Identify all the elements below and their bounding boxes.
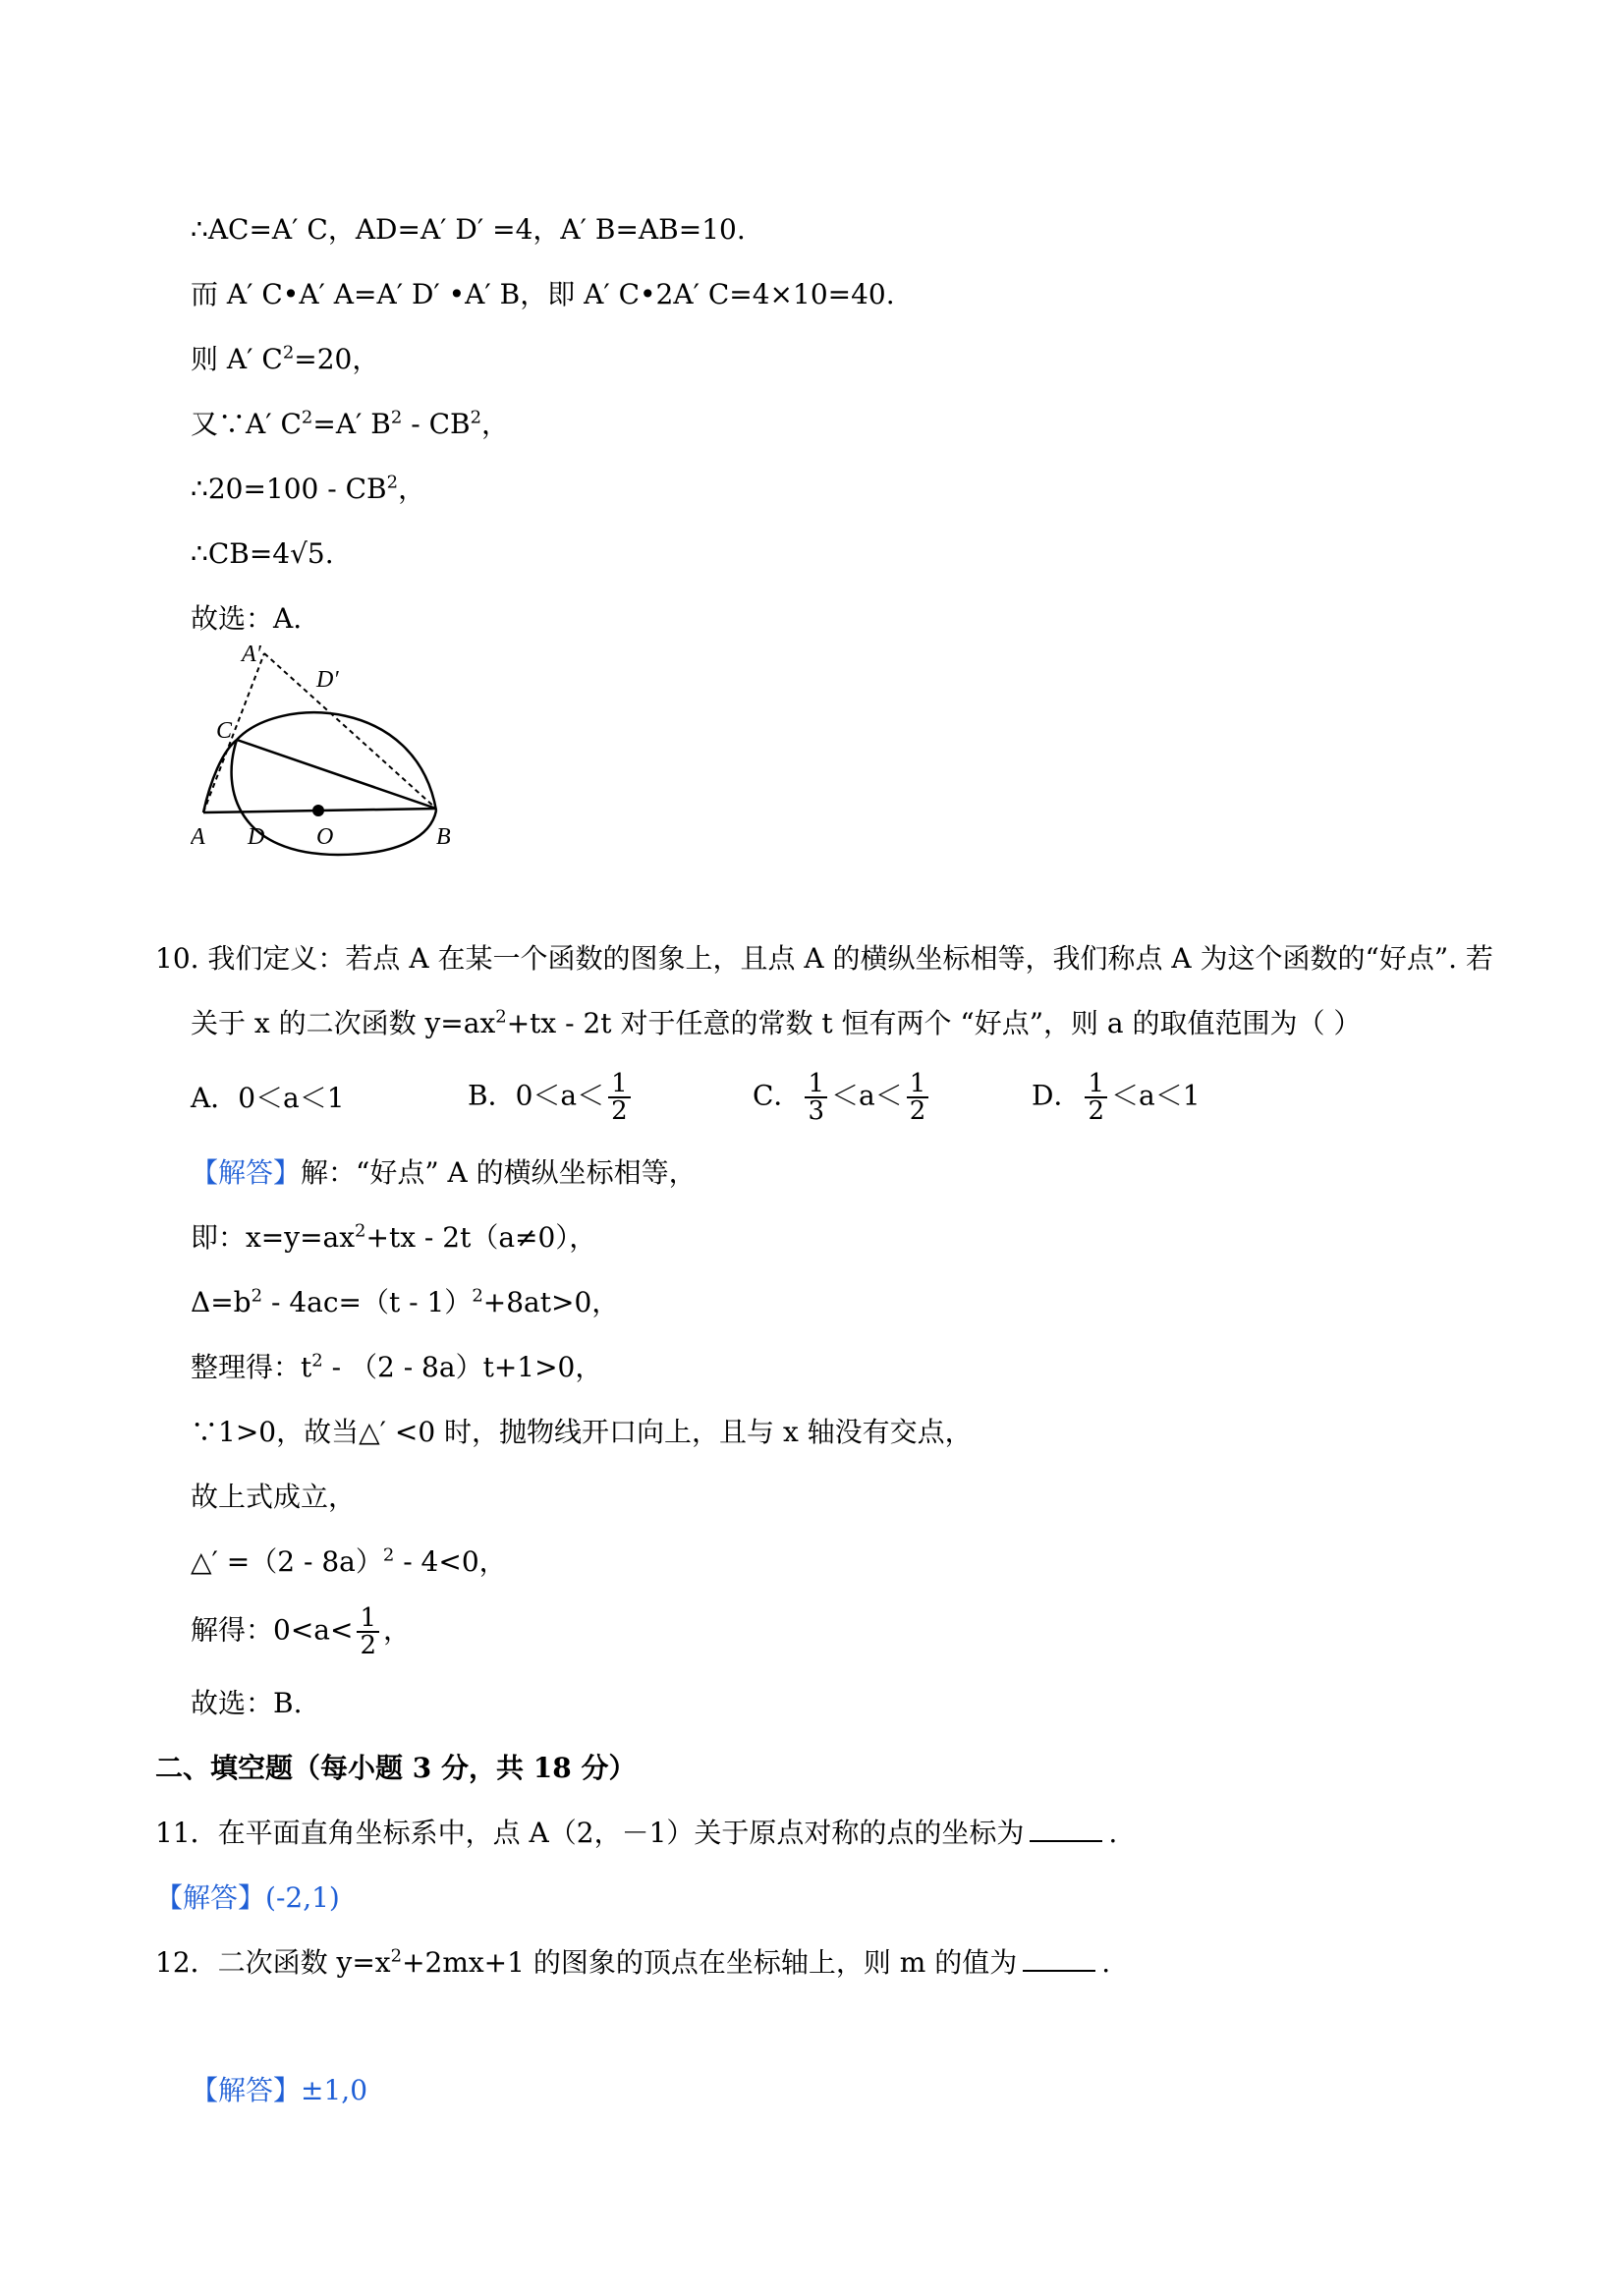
q10-solution-line-8: 解得：0<a< $\frac{1}{2}$ ， xyxy=(191,1603,411,1660)
answer-tag: 【解答】 xyxy=(191,1156,302,1189)
q10-solution-line-2: 即：$x=y=ax^2+tx - 2t(a\ne 0)$， xyxy=(191,1220,597,1254)
fraction-half: $\frac{1}{2}$ xyxy=(357,1605,379,1658)
geometry-figure xyxy=(191,644,485,860)
fraction-half: $\frac{1}{2}$ xyxy=(608,1071,631,1124)
q10-option-b: B．0＜a＜ $\frac{1}{2}$ xyxy=(468,1071,635,1124)
label-b: B xyxy=(436,824,451,850)
solution-line-1: ∴AC=A′ C，AD=A′ D′ =4，A′ B=AB=10. xyxy=(191,213,746,246)
solution-line-7: 故选：A. xyxy=(191,602,303,635)
q11-answer xyxy=(155,1880,340,1916)
dashed-aprime-b xyxy=(264,653,436,809)
label-d: D xyxy=(248,824,265,850)
solution-line-5: ∴20=100 - $CB^2$， xyxy=(191,472,426,505)
q10-solution-line-5: ∵1>0，故当△′ <0 时，抛物线开口向上，且与 x 轴没有交点， xyxy=(191,1416,973,1448)
label-a-prime: A′ xyxy=(242,644,261,667)
answer-value: (-2,1) xyxy=(265,1881,340,1914)
fraction-third: $\frac{1}{3}$ xyxy=(805,1071,827,1124)
q10-stem-line-2: 关于 x 的二次函数 $y=ax^2+tx - 2t$ 对于任意的常数 t 恒有两个 “好点”，则 a 的取值范围为（ ） xyxy=(191,1006,1362,1039)
q10-stem-line-1: 10. 我们定义：若点 A 在某一个函数的图象上，且点 A 的横纵坐标相等，我们称点 A 为这个函数的“好点”. 若 xyxy=(155,942,1493,975)
solution-line-2: 而 A′ C•A′ A=A′ D′ •A′ B，即 A′ C•2A′ C=4×10=40. xyxy=(191,278,895,310)
q12-answer xyxy=(191,2073,367,2108)
q10-solution-line-3: $\Delta=b^2 - 4ac=(t - 1)^2+8at>0$， xyxy=(191,1285,620,1318)
answer-blank xyxy=(1030,1817,1102,1842)
fraction-half: $\frac{1}{2}$ xyxy=(1085,1071,1107,1124)
circle-arc-upper xyxy=(237,712,436,811)
answer-value: ±1,0 xyxy=(301,2074,368,2106)
q10-solution-line-9: 故选：B. xyxy=(191,1687,303,1719)
q12-stem: 12．二次函数 $y=x^2+2mx+1$ 的图象的顶点在坐标轴上，则 m 的值为 . xyxy=(155,1945,1111,1979)
fraction-half: $\frac{1}{2}$ xyxy=(907,1071,929,1124)
q10-option-d: D． $\frac{1}{2}$ ＜a＜1 xyxy=(1032,1069,1201,1126)
q11-stem: 11．在平面直角坐标系中，点 A（2，－1）关于原点对称的点的坐标为 . xyxy=(155,1817,1118,1849)
q10-solution-line-6: 故上式成立， xyxy=(191,1481,357,1513)
center-point xyxy=(312,805,324,816)
q10-option-c: C． $\frac{1}{3}$ ＜a＜ $\frac{1}{2}$ xyxy=(753,1071,932,1124)
solution-line-4: 又∵A′ $C^2=A'$ $B^2 - CB^2$， xyxy=(191,407,510,440)
q10-solution-line-7: △′ =（2 - 8a）$^2$ - 4<0， xyxy=(191,1544,507,1578)
section-heading: 二、填空题（每小题 3 分，共 18 分） xyxy=(155,1752,637,1784)
label-d-prime: D′ xyxy=(316,667,339,693)
solution-line-6: ∴CB=4√5. xyxy=(191,537,334,570)
answer-tag: 【解答】 xyxy=(191,2074,302,2106)
label-c: C xyxy=(216,718,233,744)
label-o: O xyxy=(316,824,334,850)
solution-line-3: 则 A′ $C^2=20$， xyxy=(191,342,380,375)
q10-option-a: A．0＜a＜1 xyxy=(191,1082,345,1114)
answer-blank xyxy=(1023,1946,1095,1972)
q10-solution-line-4: 整理得：$t^2 - (2 - 8a)t+1>0$， xyxy=(191,1350,603,1383)
label-a: A xyxy=(191,824,205,850)
q10-solution-line-1: 【解答】解：“好点” A 的横纵坐标相等， xyxy=(191,1156,697,1189)
answer-tag: 【解答】 xyxy=(155,1881,266,1914)
